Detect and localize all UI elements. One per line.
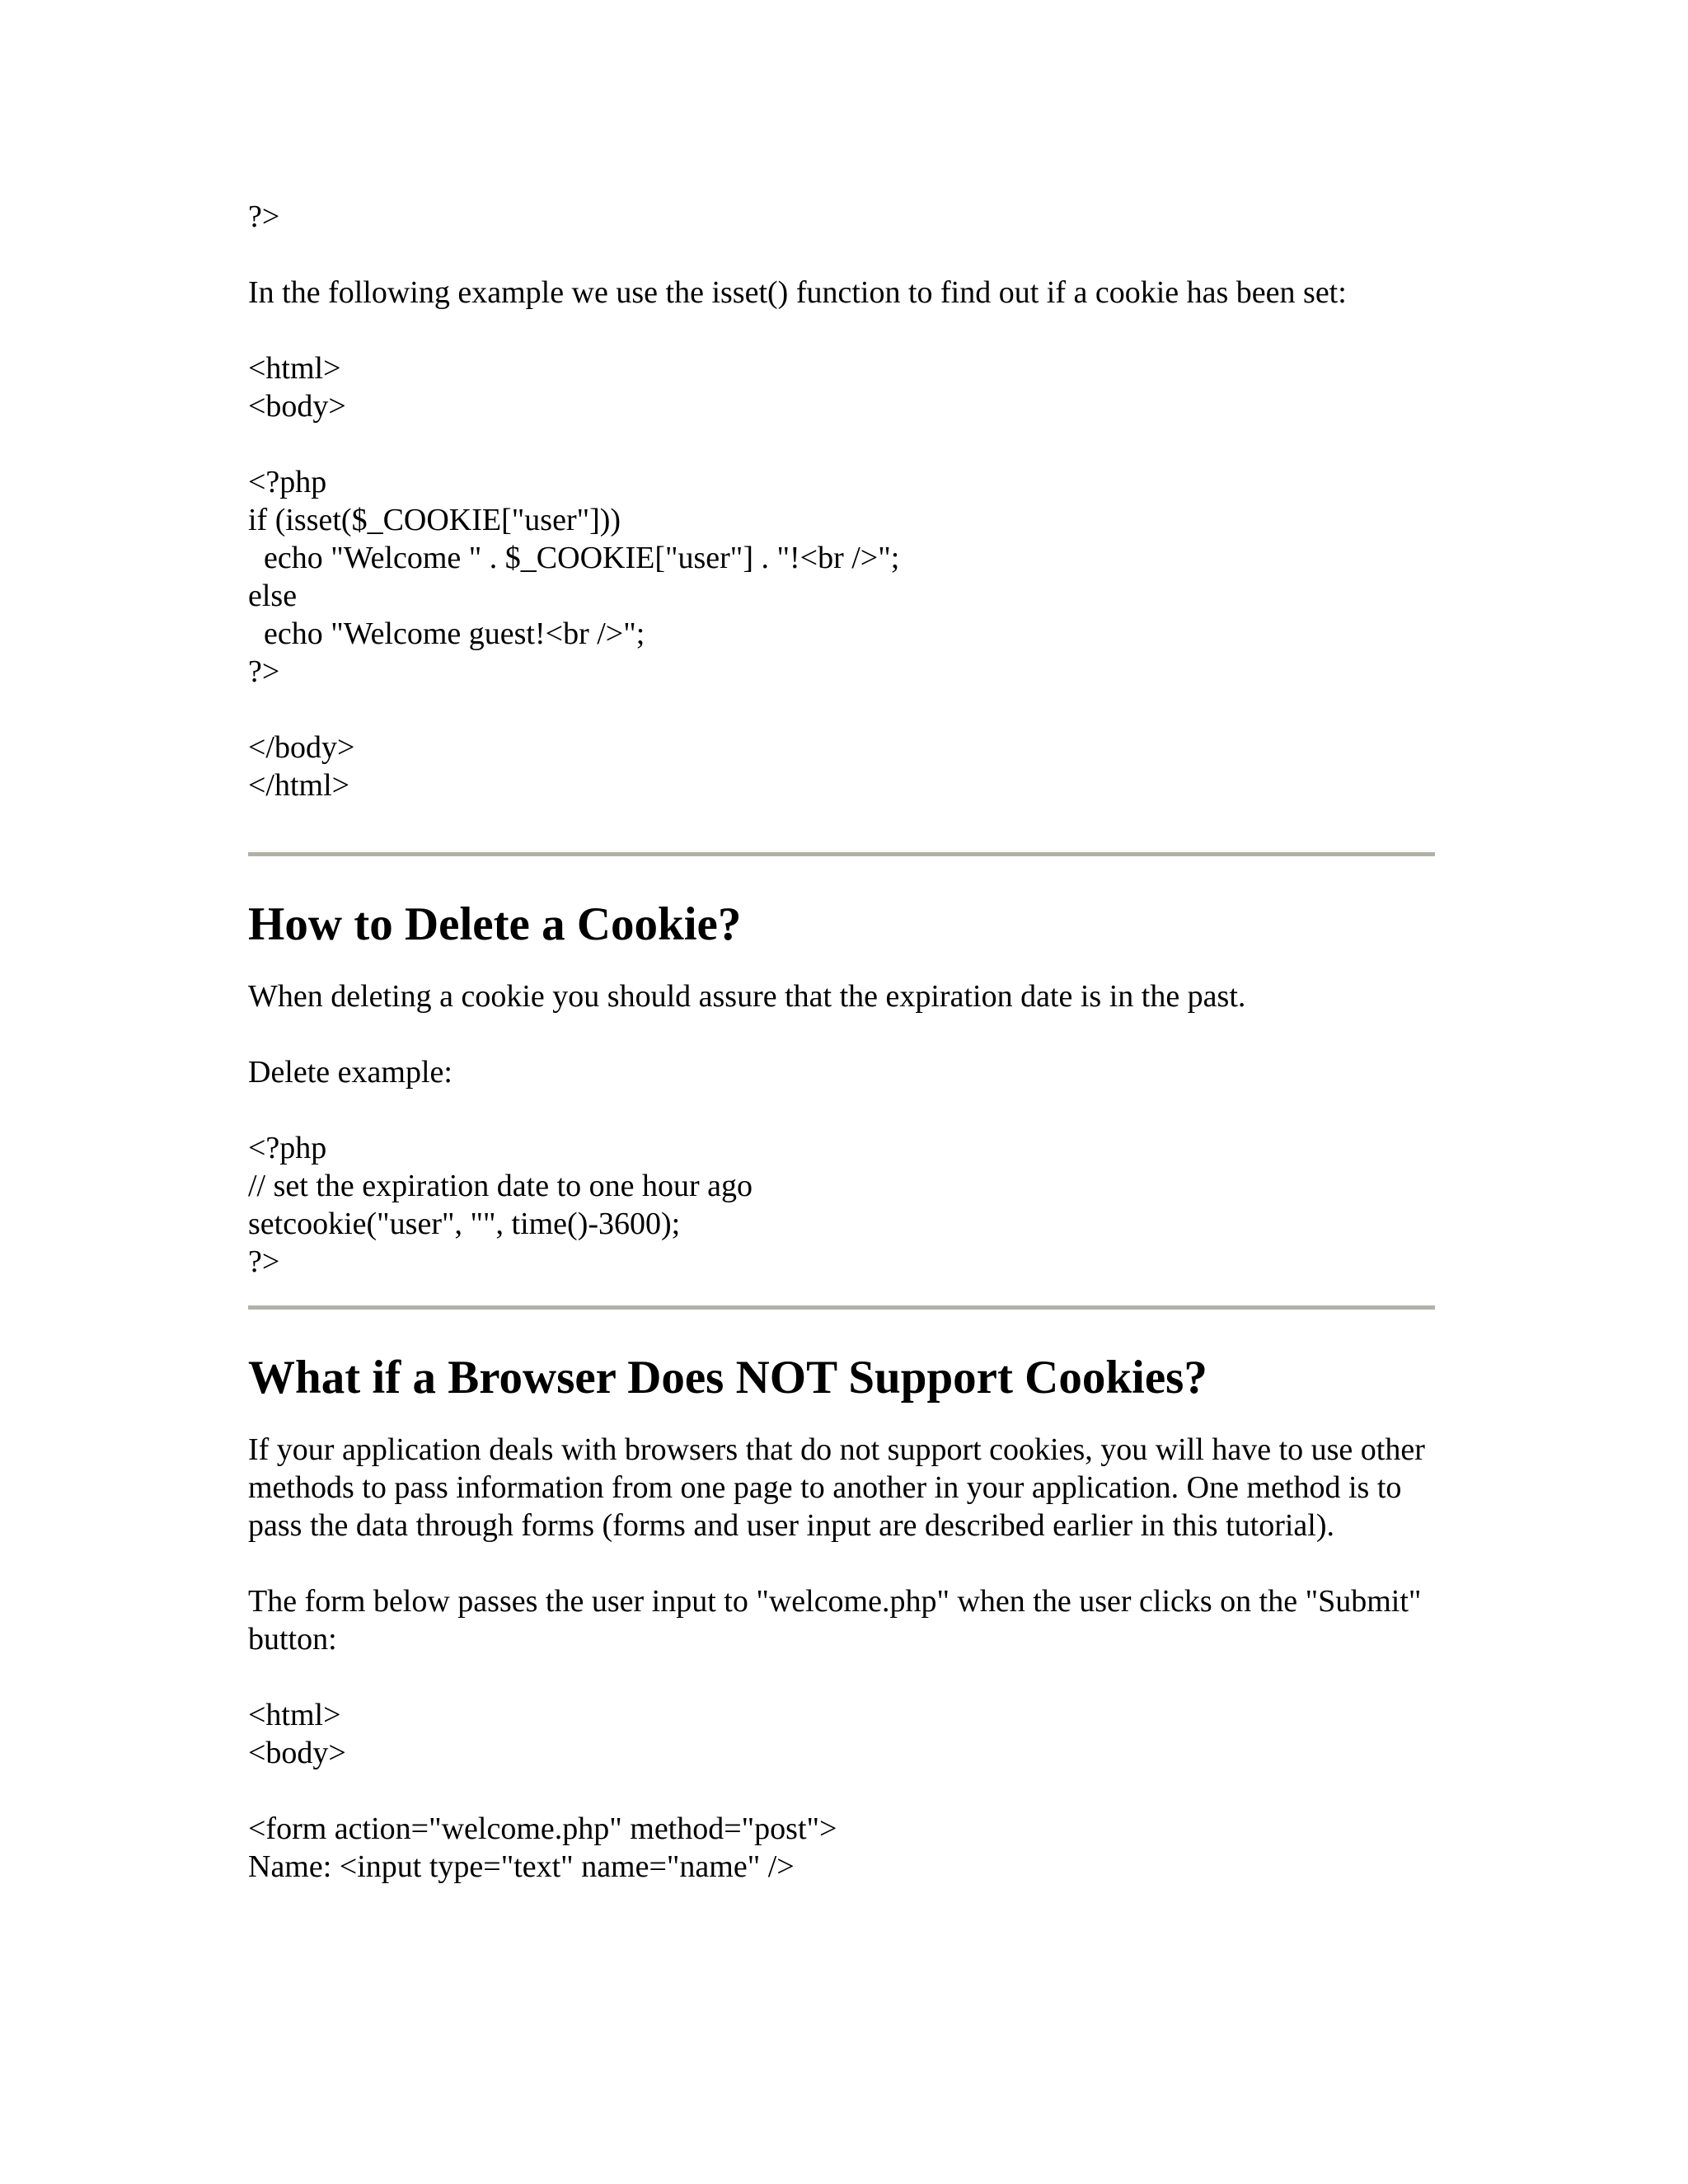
code-line: <html> bbox=[248, 1698, 341, 1732]
section-heading-no-cookie-support: What if a Browser Does NOT Support Cookies? bbox=[248, 1352, 1207, 1404]
delete-example-label: Delete example: bbox=[248, 1055, 452, 1090]
code-line: ?> bbox=[248, 199, 280, 234]
delete-intro-paragraph: When deleting a cookie you should assure that the expiration date is in the past. bbox=[248, 979, 1246, 1014]
form-intro-paragraph: The form below passes the user input to "welcome.php" when the user clicks on the "Submit" button: bbox=[248, 1584, 1422, 1657]
isset-intro-paragraph: In the following example we use the isset() function to find out if a cookie has been set: bbox=[248, 275, 1347, 310]
code-line: <?php bbox=[248, 1131, 327, 1165]
form-code-block bbox=[248, 1696, 1435, 1886]
code-line: <?php bbox=[248, 465, 327, 499]
code-line: else bbox=[248, 579, 298, 613]
code-line: <body> bbox=[248, 389, 346, 424]
code-line: Name: <input type="text" name="name" /> bbox=[248, 1849, 795, 1884]
code-line bbox=[248, 1772, 1435, 1810]
code-line: setcookie("user", "", time()-3600); bbox=[248, 1207, 681, 1241]
code-line bbox=[248, 691, 1435, 729]
code-line: if (isset($_COOKIE["user"])) bbox=[248, 503, 621, 537]
code-line bbox=[248, 425, 1435, 463]
code-line: <form action="welcome.php" method="post"> bbox=[248, 1811, 837, 1846]
code-line: // set the expiration date to one hour ago bbox=[248, 1169, 753, 1203]
code-line: <body> bbox=[248, 1736, 346, 1770]
code-line: </html> bbox=[248, 768, 350, 803]
isset-code-block bbox=[248, 349, 1435, 804]
code-line: </body> bbox=[248, 730, 355, 765]
section-heading-delete-cookie: How to Delete a Cookie? bbox=[248, 898, 742, 950]
delete-code-block bbox=[248, 1129, 1435, 1281]
code-line: ?> bbox=[248, 654, 280, 689]
code-line: echo "Welcome guest!<br />"; bbox=[248, 616, 645, 651]
document-page bbox=[248, 198, 1435, 1886]
no-support-paragraph: If your application deals with browsers that do not support cookies, you will have to use other methods to pass information from one page to another in your application. One method is to pass the data through forms (forms and user input are described earlier in this tutorial). bbox=[248, 1432, 1425, 1543]
code-line: <html> bbox=[248, 351, 341, 386]
code-line: ?> bbox=[248, 1244, 280, 1279]
code-line: echo "Welcome " . $_COOKIE["user"] . "!<br />"; bbox=[248, 541, 900, 575]
